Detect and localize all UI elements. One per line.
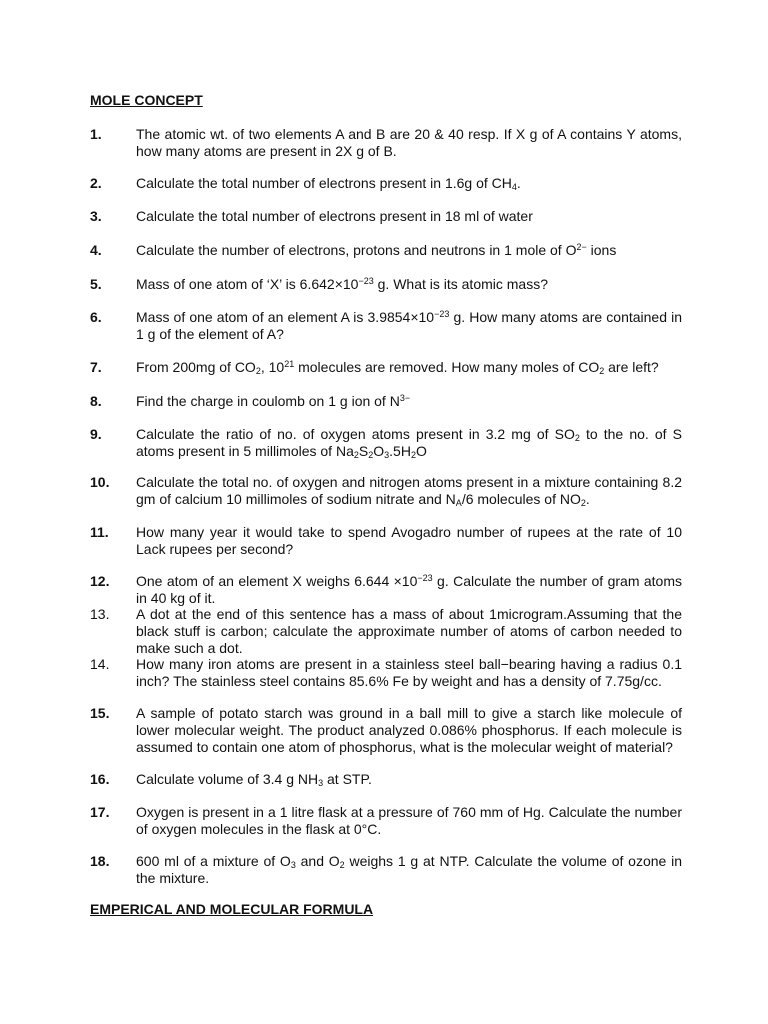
question-text: The atomic wt. of two elements A and B are 20 & 40 resp. If X g of A contains Y atoms, how many atoms are present in 2X g of B. [136, 126, 682, 159]
question-text: A sample of potato starch was ground in a ball mill to give a starch like molecule of lower molecular weight. The product analyzed 0.086% phosphorus. If each molecule is assumed to contain one atom of phosphorus, what is the molecular weight of material? [136, 705, 682, 755]
question-number: 17. [90, 804, 110, 820]
question-text: Mass of one atom of an element A is $3.9854\times 10^{-23}$ g. How many atoms are contained in 1 g of the element of A? [136, 309, 683, 342]
question-number: 12. [90, 573, 110, 589]
question-number: 18. [90, 853, 110, 869]
question-text: Mass of one atom of ‘X’ is $6.642\times 10^{-23}$ g. What is its atomic mass? [136, 276, 549, 292]
question-text: Calculate the ratio of no. of oxygen atoms present in 3.2 mg of $SO_2$ to the no. of S atoms present in 5 millimoles of $Na_2S_2O_3.5H_2O$ [136, 426, 682, 460]
question-number: 11. [90, 524, 109, 540]
question-number: 6. [90, 309, 102, 325]
question-number: 9. [90, 426, 102, 442]
question-number: 2. [90, 175, 102, 191]
section-heading-empirical-molecular-formula: EMPERICAL AND MOLECULAR FORMULA [90, 901, 374, 917]
question-number: 7. [90, 359, 102, 375]
question-number: 16. [90, 771, 110, 787]
section-heading-mole-concept: MOLE CONCEPT [90, 92, 203, 108]
question-number: 5. [90, 276, 102, 292]
question-text: From 200mg of $CO_2$, $10^{21}$ molecules are removed. How many moles of $CO_2$ are left? [136, 359, 659, 376]
question-text: Calculate the total number of electrons present in 1.6g of $CH_4$. [136, 175, 521, 192]
question-number: 3. [90, 208, 102, 224]
question-text: How many year it would take to spend Avogadro number of rupees at the rate of 10 Lack rupees per second? [136, 524, 682, 557]
question-number: 4. [90, 242, 102, 258]
question-text: Calculate the total no. of oxygen and nitrogen atoms present in a mixture containing 8.2 gm of calcium 10 millimoles of sodium nitrate and $N_A/6$ molecules of $NO_2$. [136, 474, 682, 508]
question-number: 8. [90, 393, 102, 409]
question-text: Calculate volume of 3.4 g $NH_3$ at STP. [136, 771, 372, 788]
question-number: 15. [90, 705, 110, 721]
question-text: Calculate the number of electrons, protons and neutrons in 1 mole of $O^{2-}$ ions [136, 242, 617, 258]
question-text: Calculate the total number of electrons present in 18 ml of water [136, 208, 533, 224]
question-text: One atom of an element X weighs $6.644 \times 10^{-23}$ g. Calculate the number of gram atoms in 40 kg of it. [136, 573, 682, 606]
question-number: 1. [90, 126, 102, 142]
question-text: How many iron atoms are present in a stainless steel ball−bearing having a radius 0.1 inch? The stainless steel contains 85.6% Fe by weight and has a density of 7.75g/cc. [136, 656, 682, 689]
question-number: 14. [90, 656, 110, 672]
question-text: A dot at the end of this sentence has a mass of about 1microgram.Assuming that the black stuff is carbon; calculate the approximate number of atoms of carbon needed to make such a dot. [136, 606, 682, 656]
question-number: 10. [90, 474, 110, 490]
question-text: Oxygen is present in a 1 litre flask at a pressure of 760 mm of Hg. Calculate the number of oxygen molecules in the flask at 0°C. [136, 804, 682, 837]
question-number: 13. [90, 606, 110, 622]
question-text: Find the charge in coulomb on 1 g ion of $N^{3-}$ [136, 393, 411, 409]
question-text: 600 ml of a mixture of $O_3$ and $O_2$ weighs 1 g at NTP. Calculate the volume of ozone in the mixture. [136, 853, 682, 886]
